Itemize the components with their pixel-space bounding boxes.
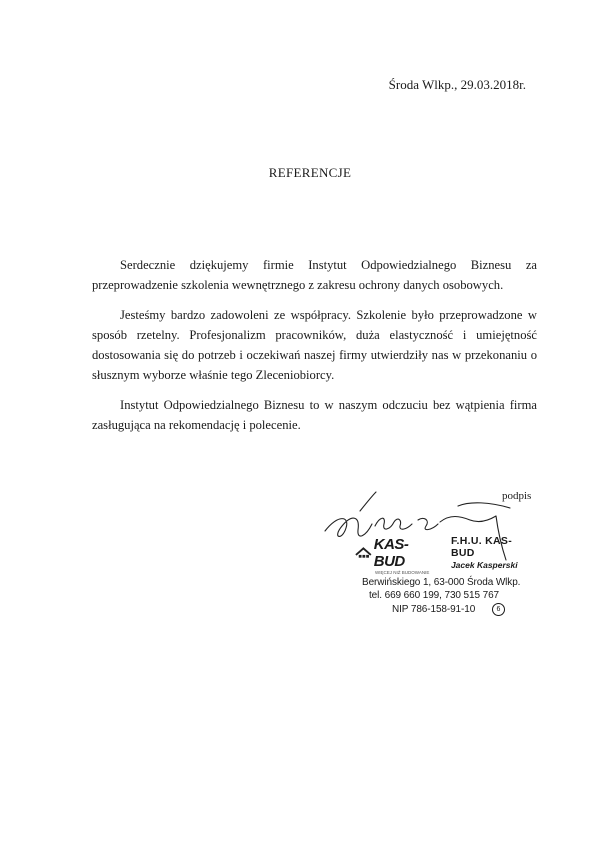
paragraph-recommendation: Instytut Odpowiedzialnego Biznesu to w naszym odczuciu bez wątpienia firma zasługująca na rekomendację i polecenie. <box>92 398 537 432</box>
house-logo-icon <box>355 546 372 561</box>
company-logo <box>355 536 435 570</box>
stamp-circle-mark: 6 <box>492 603 505 616</box>
signature-label: podpis <box>502 490 532 502</box>
stamp-nip: NIP 786-158-91-10 <box>392 604 476 616</box>
stamp-nip-row <box>392 603 530 616</box>
stamp-phones: tel. 669 660 199, 730 515 767 <box>369 590 499 601</box>
stamp-owner-name: Jacek Kasperski <box>450 560 518 570</box>
document-title: REFERENCJE <box>268 165 352 180</box>
paragraph-thanks: Serdecznie dziękujemy firmie Instytut Odpowiedzialnego Biznesu za przeprowadzenie szkolenia wewnętrznego z zakresu ochrony danych osobowych. <box>92 258 537 292</box>
place-and-date: Środa Wlkp., 29.03.2018r. <box>388 77 526 92</box>
stamp-company-name: F.H.U. KAS-BUD <box>450 535 513 559</box>
stamp-address: Berwińskiego 1, 63-000 Środa Wlkp. <box>362 577 521 588</box>
logo-text: KAS-BUD <box>373 536 409 570</box>
stamp-tagline: WIĘCEJ NIŻ BUDOWANIE <box>375 570 430 575</box>
company-stamp <box>355 535 530 616</box>
letter-body <box>92 255 537 445</box>
paragraph-satisfaction: Jesteśmy bardzo zadowoleni ze współpracy. Szkolenie było przeprowadzone w sposób rzetelny. Profesjonalizm pracowników, duża elastyczność i umiejętność dostosowania się do potrzeb i oczekiwań naszej firmy utwierdziły nas w przekonaniu o słusznym wyborze właśnie tego Zleceniobiorcy. <box>92 308 537 382</box>
